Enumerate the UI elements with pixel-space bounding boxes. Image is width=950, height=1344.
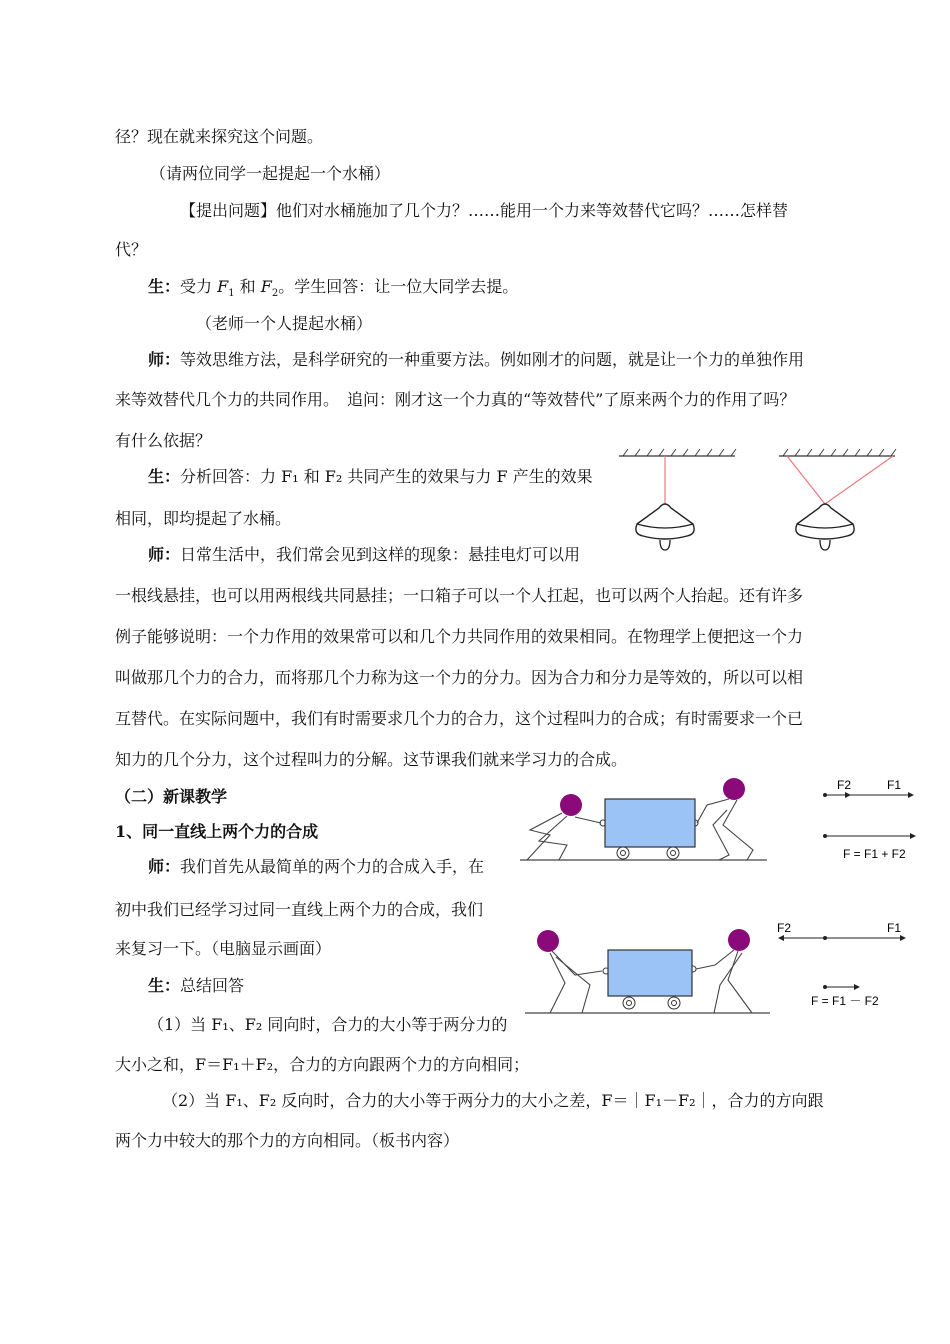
force-label-f1: F1 — [887, 921, 902, 935]
text-span: 等效思维方法，是科学研究的一种重要方法。例如刚才的问题，就是让一个力的单独作用 — [180, 350, 805, 369]
vector-diagram-opposite-direction — [775, 920, 930, 1015]
subscript: 2 — [271, 288, 279, 300]
text-line: 【提出问题】他们对水桶施加了几个力？……能用一个力来等效替代它吗？……怎样替 — [180, 201, 789, 220]
person-head — [560, 794, 582, 816]
text-line: 例子能够说明：一个力作用的效果常可以和几个力共同作用的效果相同。在物理学上便把这一个力 — [115, 627, 804, 646]
hanging-lamp-figure — [615, 448, 940, 563]
text-line: 大小之和，F＝F₁＋F₂，合力的方向跟两个力的方向相同； — [115, 1055, 530, 1074]
text-line: （2）当 F₁、F₂ 反向时，合力的大小等于两分力的大小之差，F＝｜F₁－F₂｜，合力的方向跟 — [162, 1091, 824, 1110]
text-line: （1）当 F₁、F₂ 同向时，合力的大小等于两分力的 — [148, 1015, 508, 1034]
dialog-line — [148, 857, 484, 877]
cart-box — [608, 950, 692, 996]
text-line: 叫做那几个力的合力，而将那几个力称为这一个力的分力。因为合力和分力是等效的，所以可以相 — [115, 668, 804, 687]
dialog-line — [148, 545, 580, 565]
text-span: 日常生活中，我们常会见到这样的现象：悬挂电灯可以用 — [180, 545, 581, 564]
resultant-label: F = F1 － F2 — [811, 994, 879, 1008]
dialog-line — [148, 350, 804, 370]
text-line: 两个力中较大的那个力的方向相同。（板书内容） — [115, 1131, 460, 1150]
person-head — [723, 778, 745, 800]
person-head — [537, 930, 559, 952]
force-label-f2: F2 — [777, 921, 792, 935]
dialog-line — [148, 467, 593, 487]
text-line: （老师一个人提起水桶） — [196, 314, 373, 333]
subsection-heading: 1、同一直线上两个力的合成 — [115, 822, 319, 841]
text-line: 来等效替代几个力的共同作用。 追问：刚才这一个力真的“等效替代”了原来两个力的作用了吗？ — [115, 390, 796, 409]
force-label-f1: F1 — [887, 778, 902, 792]
text-line: 来复习一下。（电脑显示画面） — [115, 939, 332, 958]
text-line: 径？现在就来探究这个问题。 — [115, 127, 324, 146]
text-line: 代？ — [115, 240, 148, 259]
text-span: 我们首先从最简单的两个力的合成入手，在 — [180, 857, 485, 876]
vector-diagram-same-direction — [815, 775, 925, 870]
speaker-label: 生： — [148, 277, 181, 296]
text-span: 。学生回答：让一位大同学去提。 — [278, 277, 519, 296]
text-line: （请两位同学一起提起一个水桶） — [150, 164, 391, 183]
dialog-line — [148, 976, 244, 996]
resultant-label: F = F1 + F2 — [843, 847, 906, 861]
text-span: 分析回答：力 F₁ 和 F₂ 共同产生的效果与力 F 产生的效果 — [180, 467, 593, 486]
text-span: 总结回答 — [180, 976, 245, 995]
speaker-label: 生： — [148, 976, 181, 995]
text-line: 互替代。在实际问题中，我们有时需要求几个力的合力，这个过程叫力的合成；有时需要求一个已 — [115, 709, 804, 728]
cart-tug-figure — [520, 925, 775, 1020]
text-line: 一根线悬挂，也可以用两根线共同悬挂；一口箱子可以一个人扛起，也可以两个人抬起。还有许多 — [115, 586, 804, 605]
speaker-label: 师： — [148, 545, 181, 564]
cart-box — [605, 799, 695, 847]
speaker-label: 师： — [148, 857, 181, 876]
section-heading: （二）新课教学 — [115, 787, 228, 806]
speaker-label: 师： — [148, 350, 181, 369]
symbol: F — [217, 277, 229, 296]
person-head — [728, 929, 750, 951]
dialog-line — [148, 277, 518, 304]
text-span: 和 — [234, 277, 261, 296]
symbol: F — [260, 277, 272, 296]
text-span: 受力 — [180, 277, 218, 296]
force-label-f2: F2 — [837, 778, 852, 792]
subscript: 1 — [228, 288, 235, 300]
text-line: 有什么依据？ — [115, 431, 212, 450]
text-line: 知力的几个分力，这个过程叫力的分解。这节课我们就来学习力的合成。 — [115, 750, 628, 769]
text-line: 初中我们已经学习过同一直线上两个力的合成，我们 — [115, 900, 484, 919]
text-line: 相同，即均提起了水桶。 — [115, 509, 292, 528]
speaker-label: 生： — [148, 467, 181, 486]
cart-push-pull-figure — [515, 775, 775, 865]
